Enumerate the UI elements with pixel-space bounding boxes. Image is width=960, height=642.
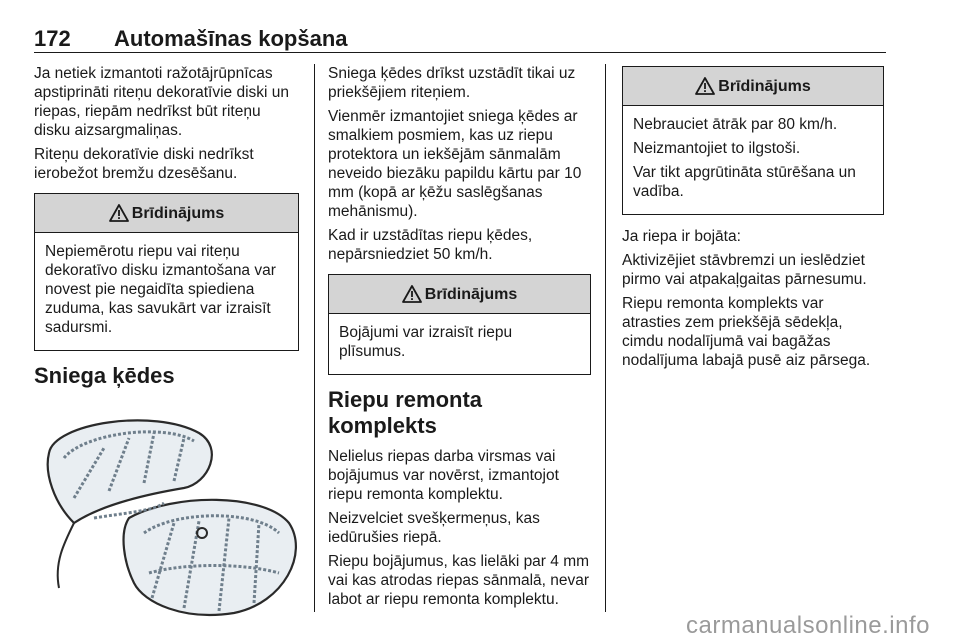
page-number: 172 (34, 26, 71, 51)
paragraph: Riepu remonta komplekts var atrasties zem priekšējā sēdekļa, cimdu nodalījumā vai bagāžas nodalījuma labajā pusē aiz pārsega. (622, 295, 871, 369)
paragraph: Aktivizējiet stāvbremzi un ieslēdziet pirmo vai atpakaļgaitas pārnesumu. (622, 252, 867, 288)
column-2 (328, 64, 591, 614)
warning-text: Bojājumi var izraisīt riepu plīsumus. (339, 324, 513, 360)
warning-triangle-icon (695, 77, 715, 95)
paragraph: Sniega ķēdes drīkst uzstādīt tikai uz priekšējiem riteņiem. (328, 65, 576, 101)
page-title: Automašīnas kopšana (114, 26, 348, 51)
paragraph: Kad ir uzstādītas riepu ķēdes, nepārsniedziet 50 km/h. (328, 227, 533, 263)
warning-text: Var tikt apgrūtināta stūrēšana un vadība. (633, 164, 856, 200)
warning-header (623, 67, 883, 106)
section-heading: Riepu remonta komplekts (328, 387, 483, 438)
warning-box (328, 274, 591, 375)
paragraph: Riteņu dekoratīvie diski nedrīkst ierobežot bremžu dzesēšanu. (34, 146, 254, 182)
paragraph: Ja netiek izmantoti ražotājrūpnīcas apstiprināti riteņu dekoratīvie diski un riepas, riepām nedrīkst būt riteņu disku aizsargmaliņas. (34, 65, 290, 139)
warning-box (622, 66, 884, 215)
warning-box (34, 193, 299, 351)
paragraph: Vienmēr izmantojiet sniega ķēdes ar smalkiem posmiem, kas uz riepu protektora un iekšējām sānmalām neveido biezāku papildu kārtu par 10 mm (kopā ar ķēžu saslēgšanas mehānismu). (328, 108, 582, 220)
paragraph: Ja riepa ir bojāta: (622, 228, 741, 245)
warning-text: Nebrauciet ātrāk par 80 km/h. (633, 116, 838, 133)
section-heading: Sniega ķēdes (34, 363, 175, 388)
warning-triangle-icon (109, 204, 129, 222)
warning-title: Brīdinājums (424, 285, 518, 303)
warning-text: Neizmantojiet to ilgstoši. (633, 140, 801, 157)
column-divider-1 (314, 64, 315, 612)
paragraph: Neizvelciet svešķermeņus, kas iedūrušies riepā. (328, 510, 540, 546)
warning-title: Brīdinājums (131, 204, 225, 222)
watermark: carmanualsonline.info (686, 612, 930, 639)
snow-chains-illustration (34, 403, 299, 621)
page-header (34, 26, 886, 53)
column-divider-2 (605, 64, 606, 612)
column-1 (34, 64, 299, 626)
column-3 (622, 64, 884, 375)
warning-triangle-icon (402, 285, 422, 303)
paragraph: Nelielus riepas darba virsmas vai bojājumus var novērst, izmantojot riepu remonta komplektu. (328, 448, 559, 503)
warning-header (35, 194, 298, 233)
warning-header (329, 275, 590, 314)
paragraph: Riepu bojājumus, kas lielāki par 4 mm vai kas atrodas riepas sānmalā, nevar labot ar riepu remonta komplektu. (328, 553, 590, 608)
warning-text: Nepiemērotu riepu vai riteņu dekoratīvo disku izmantošana var novest pie negaidīta spiediena zuduma, kas savukārt var izraisīt sadursmi. (45, 243, 276, 336)
warning-title: Brīdinājums (718, 77, 811, 95)
